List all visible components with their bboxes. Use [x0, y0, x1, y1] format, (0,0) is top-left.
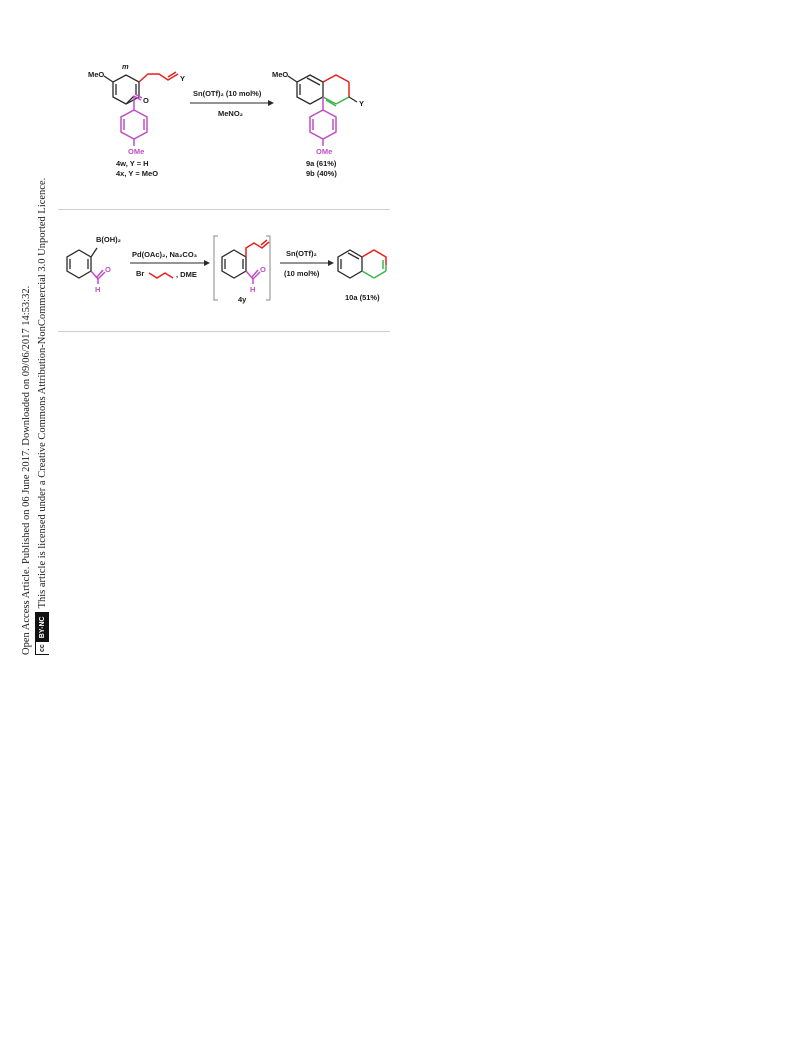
- sm-y-label: Y: [180, 74, 186, 83]
- sidebar-line-license: This article is licensed under a Creative Commons Attribution-NonCommercial 3.0 Unported Licence.: [36, 177, 48, 609]
- divider-1: [58, 209, 390, 210]
- product-label: 10a (51%): [345, 293, 380, 302]
- arrow-head-2: [328, 260, 334, 266]
- sm-compound-label-2: 4x, Y = MeO: [116, 169, 159, 178]
- dme-label: , DME: [176, 270, 197, 279]
- scheme-bottom: [58, 228, 390, 318]
- article-sidebar: [0, 0, 48, 660]
- sm-o-label: O: [143, 96, 149, 105]
- int-allyl: [246, 240, 269, 257]
- cc-license-badge[interactable]: [35, 612, 49, 655]
- pr-ring: [288, 75, 323, 104]
- pr-meo-label: MeO: [272, 70, 289, 79]
- sidebar-line-published: Open Access Article. Published on 06 June 2017. Downloaded on 09/06/2017 14:53:32.: [21, 285, 32, 655]
- sm-compound-label-1: 4w, Y = H: [116, 159, 149, 168]
- reagent-top: Sn(OTf)₂ (10 mol%): [193, 89, 262, 98]
- reagent-sn-loading: (10 mol%): [284, 269, 320, 278]
- bracket-right: [266, 236, 270, 300]
- bracket-left: [214, 236, 218, 300]
- cc-icon: cc: [36, 641, 49, 654]
- pr-ome-label: OMe: [316, 147, 333, 156]
- sidebar-text: [20, 178, 49, 655]
- intermediate-label: 4y: [238, 295, 247, 304]
- by-nc-label: BY-NC: [36, 613, 49, 641]
- bb-h-label: H: [95, 285, 101, 294]
- naph-ring-left: [338, 250, 362, 278]
- solvent-top: MeNO₂: [218, 109, 244, 118]
- int-ring: [222, 250, 246, 278]
- naph-ring-right: [362, 250, 386, 278]
- reagent-pd: Pd(OAc)₂, Na₂CO₃: [132, 250, 198, 259]
- boronic-label: B(OH)₂: [96, 235, 121, 244]
- pr-compound-label-1: 9a (61%): [306, 159, 337, 168]
- sm-m-label: m: [122, 62, 129, 71]
- sidebar-license-row: [35, 178, 49, 655]
- sm-ome-label: OMe: [128, 147, 145, 156]
- sm-meo-label: MeO: [88, 70, 105, 79]
- divider-2: [58, 331, 390, 332]
- sm-chain: [139, 72, 178, 82]
- arrow-head-top: [268, 100, 274, 106]
- allyl-bromide-chain: [149, 273, 173, 278]
- int-aldehyde: [246, 270, 260, 284]
- pr-compound-label-2: 9b (40%): [306, 169, 337, 178]
- bb-aldehyde: [91, 270, 105, 284]
- pr-new-ring: [323, 75, 357, 106]
- int-h-label: H: [250, 285, 256, 294]
- arrow-head-1: [204, 260, 210, 266]
- reagent-sn: Sn(OTf)₂: [286, 249, 317, 258]
- pr-y-label: Y: [359, 99, 365, 108]
- scheme-top: [58, 60, 390, 190]
- int-o-label: O: [260, 265, 266, 274]
- bb-o-label: O: [105, 265, 111, 274]
- bromide-label: Br: [136, 269, 145, 278]
